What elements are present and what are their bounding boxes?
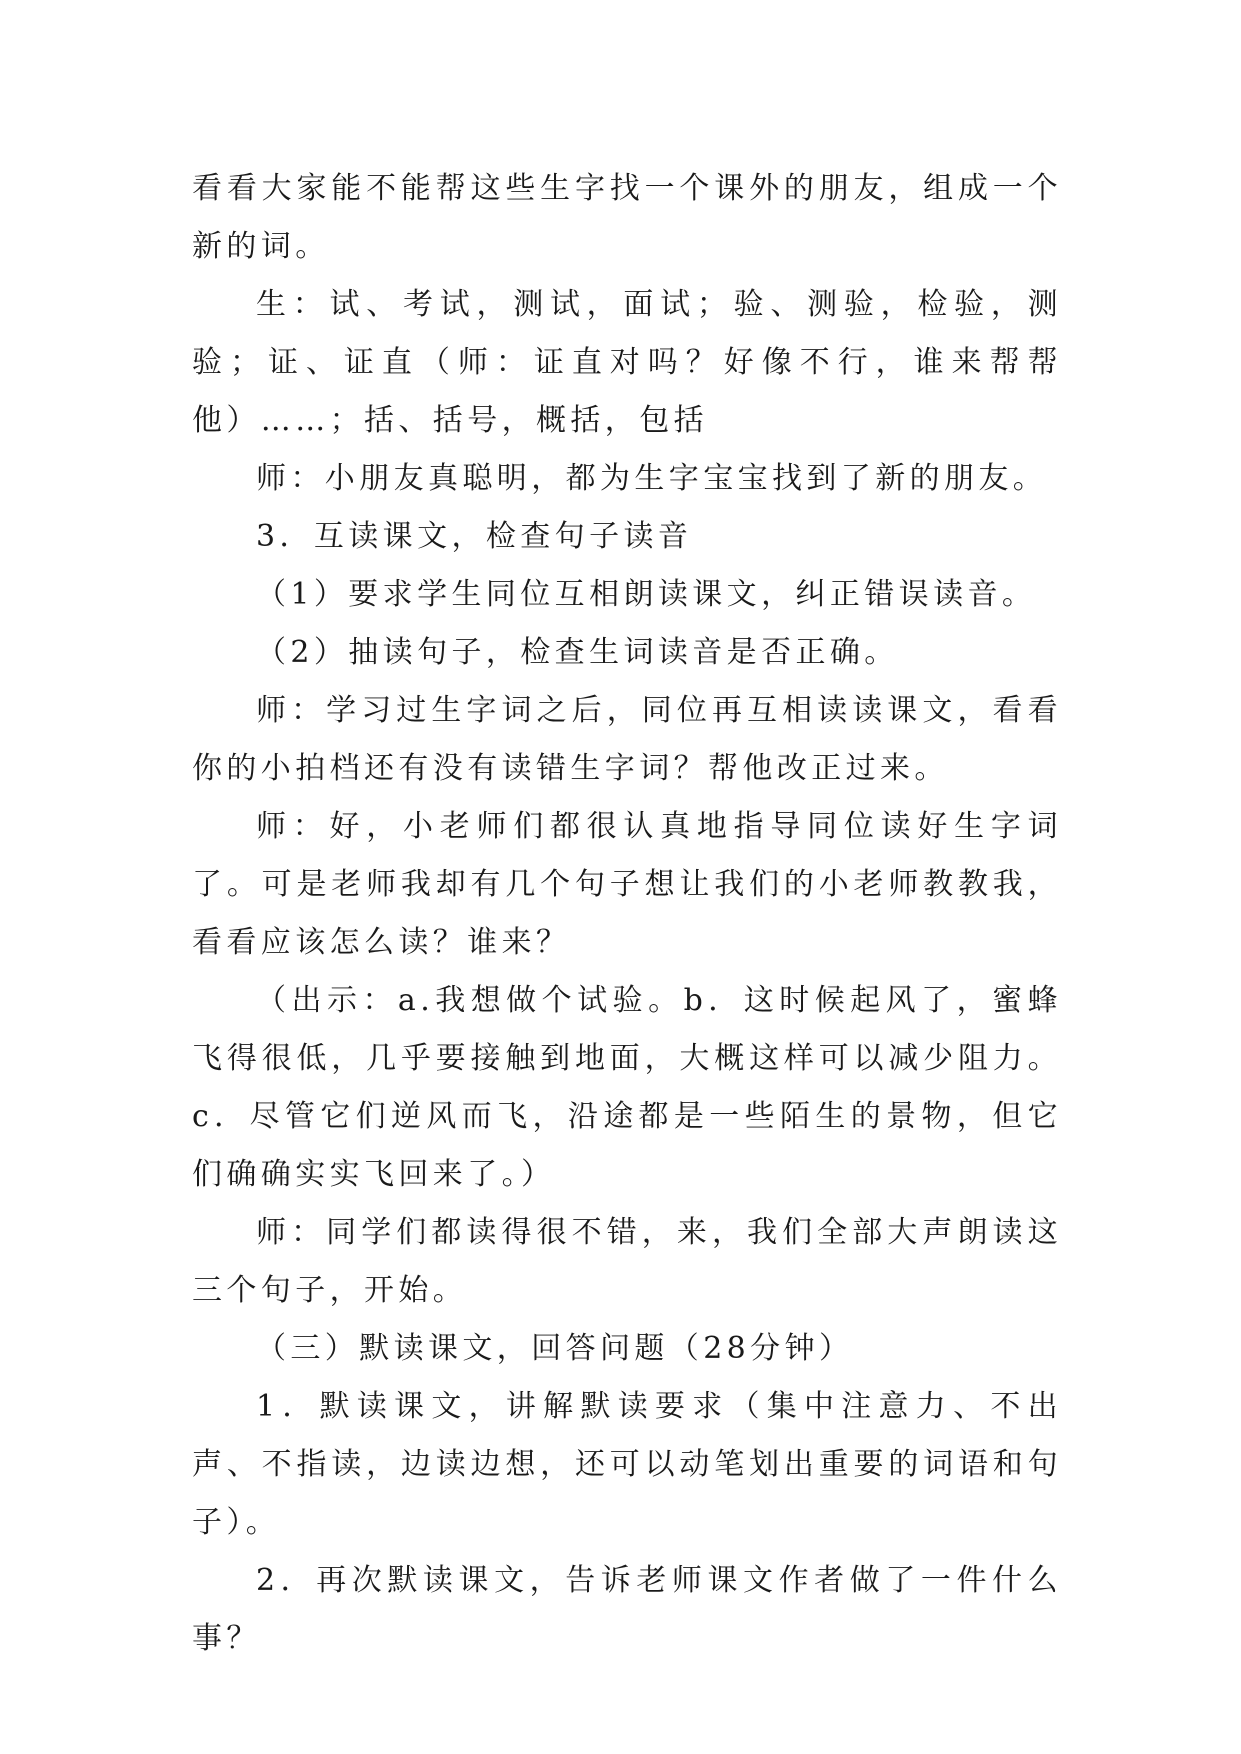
paragraph-teacher-peer-reading: 师：学习过生字词之后，同位再互相读读课文，看看你的小拍档还有没有读错生字词？帮他改正过来。 xyxy=(192,693,1062,786)
paragraph-step-2-silent-reading: 2．再次默读课文，告诉老师课文作者做了一件什么事？ xyxy=(192,1563,1062,1656)
paragraph-section-3-heading: （三）默读课文，回答问题（28分钟） xyxy=(256,1331,854,1366)
paragraph-teacher-sentences: 师：好，小老师们都很认真地指导同位读好生字词了。可是老师我却有几个句子想让我们的小老师教教我，看看应该怎么读？谁来？ xyxy=(192,809,1062,960)
paragraph-teacher-praise: 师：小朋友真聪明，都为生字宝宝找到了新的朋友。 xyxy=(256,461,1048,496)
document-page xyxy=(192,160,1062,1668)
paragraph-step-3-1: （1）要求学生同位互相朗读课文，纠正错误读音。 xyxy=(256,577,1037,612)
paragraph-step-3-2: （2）抽读句子，检查生词读音是否正确。 xyxy=(256,635,899,670)
paragraph-step-3: 3．互读课文，检查句子读音 xyxy=(256,519,693,554)
paragraph-student-answer: 生：试、考试，测试，面试；验、测验，检验，测验；证、证直（师：证直对吗？好像不行，谁来帮帮他）……；括、括号，概括，包括 xyxy=(192,287,1062,438)
paragraph-step-1-silent-reading: 1．默读课文，讲解默读要求（集中注意力、不出声、不指读，边读边想，还可以动笔划出重要的词语和句子）。 xyxy=(192,1389,1062,1540)
paragraph-display-sentences: （出示：a.我想做个试验。b．这时候起风了，蜜蜂飞得很低，几乎要接触到地面，大概这样可以减少阻力。c．尽管它们逆风而飞，沿途都是一些陌生的景物，但它们确确实实飞回来了。） xyxy=(192,983,1062,1192)
paragraph-teacher-read-aloud: 师：同学们都读得很不错，来，我们全部大声朗读这三个句子，开始。 xyxy=(192,1215,1062,1308)
paragraph-intro: 看看大家能不能帮这些生字找一个课外的朋友，组成一个新的词。 xyxy=(192,171,1062,264)
